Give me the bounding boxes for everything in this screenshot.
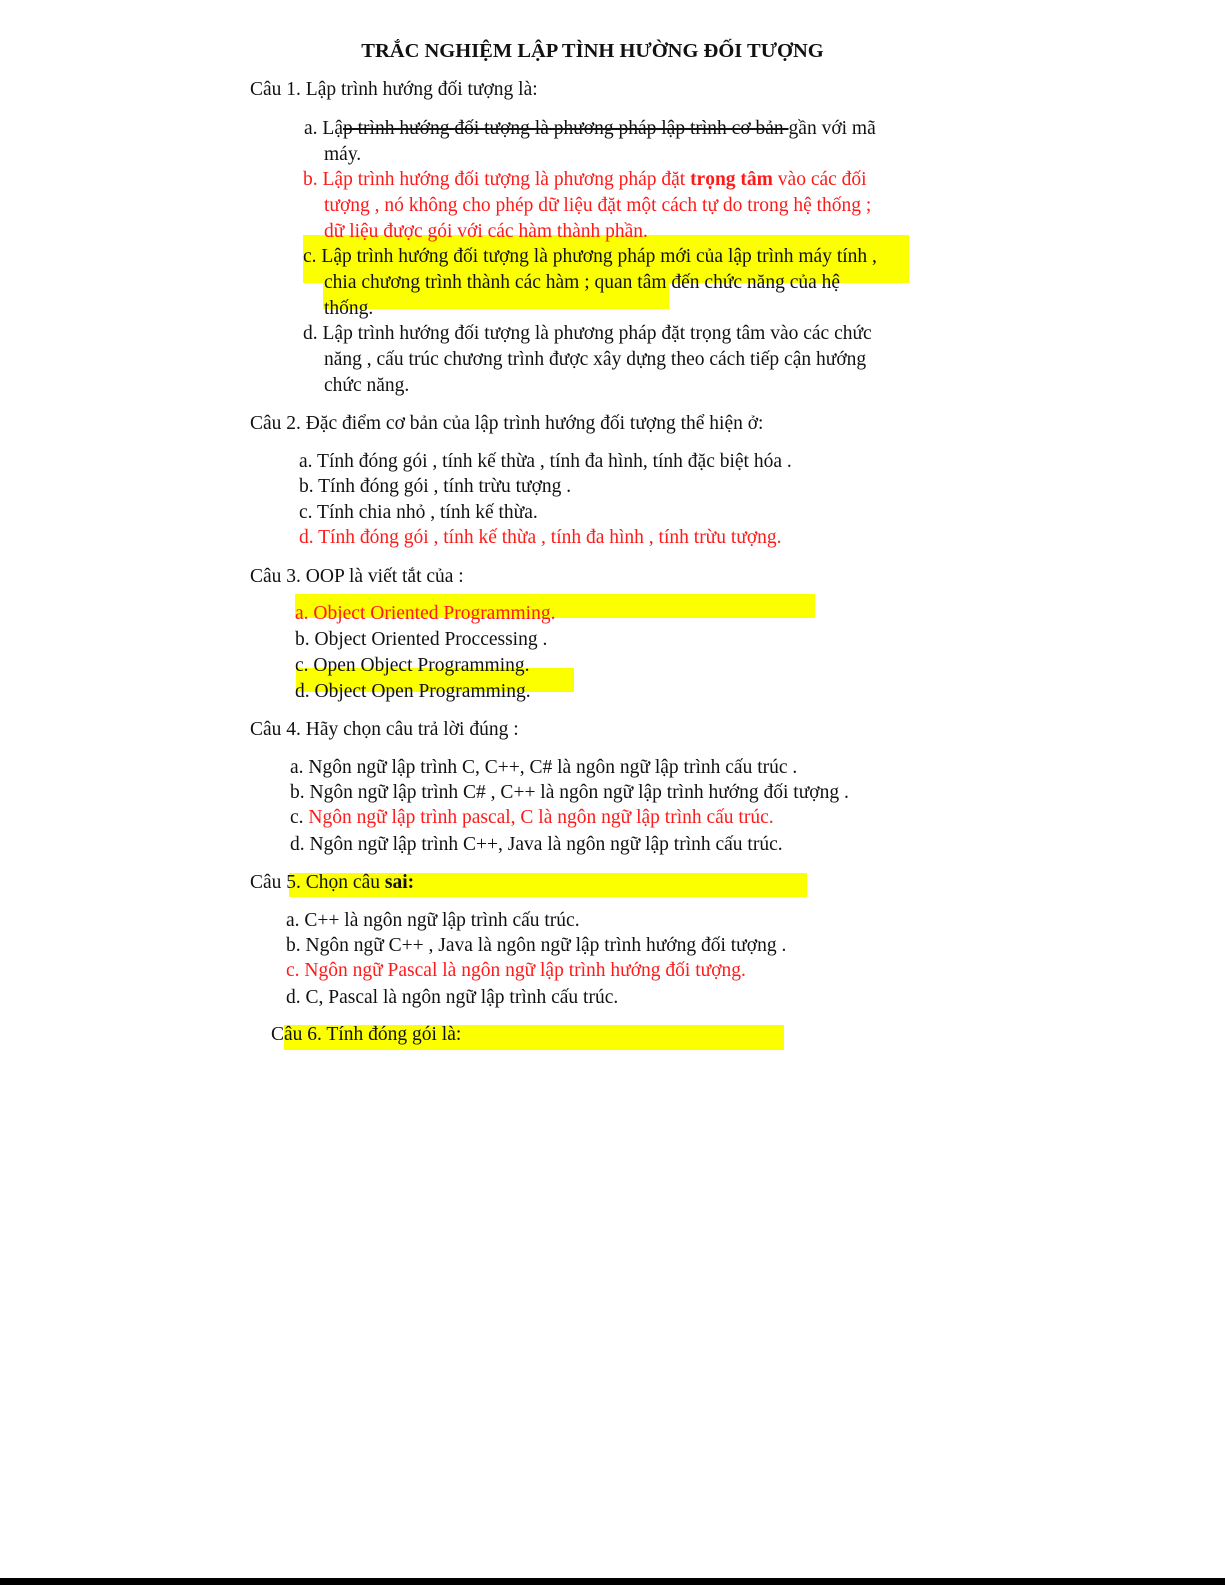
q5-option-d: d. C, Pascal là ngôn ngữ lập trình cấu trúc.: [286, 987, 619, 1008]
q1-option-b-line3: dữ liệu được gói với các hàm thành phần.: [324, 221, 648, 242]
q5-option-b: b. Ngôn ngữ C++ , Java là ngôn ngữ lập trình hướng đối tượng .: [286, 935, 787, 956]
q3-option-c: c. Open Object Programming.: [295, 655, 530, 676]
q1-option-d-line3: chức năng.: [324, 375, 410, 396]
q4-option-c: c. Ngôn ngữ lập trình pascal, C là ngôn ngữ lập trình cấu trúc.: [290, 807, 774, 828]
question-2: Câu 2. Đặc điểm cơ bản của lập trình hướng đối tượng thể hiện ở:: [250, 413, 764, 434]
question-3: Câu 3. OOP là viết tắt của :: [250, 566, 464, 587]
q2-option-d: d. Tính đóng gói , tính kế thừa , tính đa hình , tính trừu tượng.: [299, 527, 782, 548]
q2-option-c: c. Tính chia nhỏ , tính kế thừa.: [299, 502, 538, 523]
q2-option-b: b. Tính đóng gói , tính trừu tượng .: [299, 476, 572, 497]
page-title: TRẮC NGHIỆM LẬP TÌNH HƯỜNG ĐỐI TƯỢNG: [361, 40, 824, 62]
q1-option-a-line2: máy.: [324, 144, 362, 165]
q4-option-a: a. Ngôn ngữ lập trình C, C++, C# là ngôn ngữ lập trình cấu trúc .: [290, 757, 798, 778]
q1-option-c-line2: chia chương trình thành các hàm ; quan tâm đến chức năng của hệ: [324, 272, 841, 293]
q3-option-d: d. Object Open Programming.: [295, 681, 531, 702]
q3-option-a: a. Object Oriented Programming.: [295, 603, 556, 624]
q3-option-b: b. Object Oriented Proccessing .: [295, 629, 548, 650]
q5-option-a: a. C++ là ngôn ngữ lập trình cấu trúc.: [286, 910, 580, 931]
question-1: Câu 1. Lập trình hướng đối tượng là:: [250, 79, 538, 100]
q1-option-c-line1: c. Lập trình hướng đối tượng là phương pháp mới của lập trình máy tính ,: [303, 246, 877, 267]
q2-option-a: a. Tính đóng gói , tính kế thừa , tính đa hình, tính đặc biệt hóa .: [299, 451, 792, 472]
q1-option-c-line3: thống.: [324, 298, 374, 319]
q1-option-b-line2: tượng , nó không cho phép dữ liệu đặt một cách tự do trong hệ thống ;: [324, 195, 872, 216]
q4-option-d: d. Ngôn ngữ lập trình C++, Java là ngôn ngữ lập trình cấu trúc.: [290, 834, 783, 855]
q1-option-a-line1: a. Lập trình hướng đối tượng là phương pháp lập trình cơ bản gần với mã: [304, 118, 876, 139]
question-4: Câu 4. Hãy chọn câu trả lời đúng :: [250, 719, 519, 740]
question-6: Câu 6. Tính đóng gói là:: [271, 1024, 462, 1045]
q5-option-c: c. Ngôn ngữ Pascal là ngôn ngữ lập trình hướng đối tượng.: [286, 960, 746, 981]
q1-option-d-line2: năng , cấu trúc chương trình được xây dựng theo cách tiếp cận hướng: [324, 349, 867, 370]
question-5: Câu 5. Chọn câu sai:: [250, 872, 415, 893]
q1-option-d-line1: d. Lập trình hướng đối tượng là phương pháp đặt trọng tâm vào các chức: [303, 323, 872, 344]
q1-option-b-line1: b. Lập trình hướng đối tượng là phương pháp đặt trọng tâm vào các đối: [303, 169, 867, 190]
q4-option-b: b. Ngôn ngữ lập trình C# , C++ là ngôn ngữ lập trình hướng đối tượng .: [290, 782, 849, 803]
page-bottom-edge: [0, 1578, 1225, 1585]
